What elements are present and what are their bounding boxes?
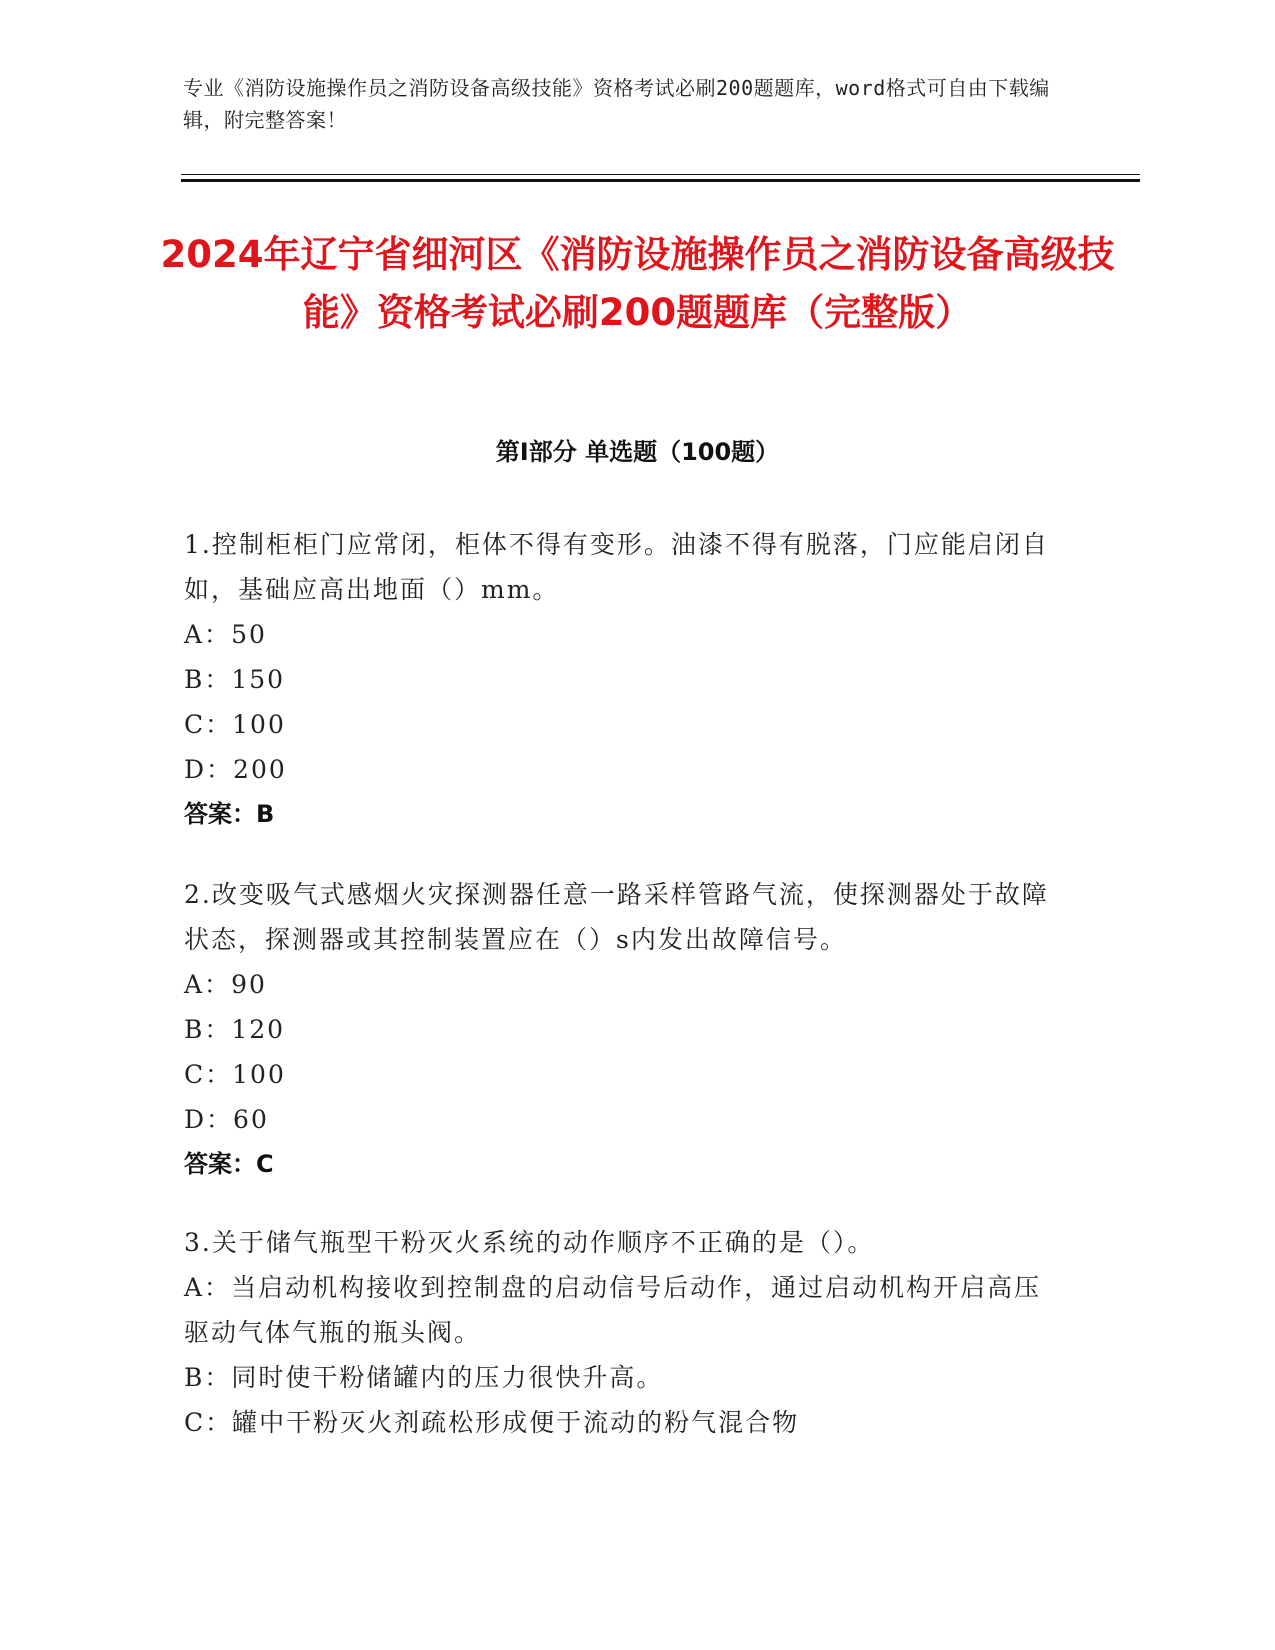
option-letter: B：	[184, 1363, 232, 1392]
option-text: 60	[233, 1105, 269, 1134]
option-letter: C：	[184, 1060, 233, 1089]
option-letter: A：	[184, 620, 232, 649]
option-c	[184, 702, 1064, 747]
option-letter: A：	[184, 1273, 232, 1302]
question-stem: 3.关于储气瓶型干粉灭火系统的动作顺序不正确的是（）。	[184, 1228, 875, 1257]
option-c	[184, 1400, 1064, 1445]
option-letter: D：	[184, 755, 234, 784]
option-text: 100	[232, 1060, 286, 1089]
option-b	[184, 1007, 1064, 1052]
option-text: 100	[232, 710, 286, 739]
header-rule-thick	[181, 179, 1140, 182]
option-a	[184, 612, 1064, 657]
option-d	[184, 747, 1064, 792]
option-text: 150	[231, 665, 286, 694]
option-text: 50	[231, 620, 267, 649]
option-letter: B：	[184, 1015, 232, 1044]
option-text: 当启动机构接收到控制盘的启动信号后动作，通过启动机构开启高压驱动气体气瓶的瓶头阀。	[184, 1273, 1042, 1347]
question-3	[184, 1220, 1064, 1445]
option-b	[184, 657, 1064, 702]
question-2	[184, 872, 1064, 1187]
option-letter: B：	[184, 665, 232, 694]
option-text: 120	[231, 1015, 286, 1044]
option-letter: C：	[184, 1408, 233, 1437]
option-text: 90	[231, 970, 267, 999]
header-rule-thin	[181, 174, 1140, 175]
document-title: 2024年辽宁省细河区《消防设施操作员之消防设备高级技能》资格考试必刷200题题库（完整版）	[160, 233, 1115, 334]
option-b	[184, 1355, 1064, 1400]
header-note: 专业《消防设施操作员之消防设备高级技能》资格考试必刷200题题库，word格式可自由下载编辑，附完整答案！	[183, 76, 1050, 132]
question-stem: 1.控制柜柜门应常闭，柜体不得有变形。油漆不得有脱落，门应能启闭自如，基础应高出地面（）mm。	[184, 530, 1049, 604]
option-a	[184, 1265, 1064, 1355]
option-a	[184, 962, 1064, 1007]
option-d	[184, 1097, 1064, 1142]
question-stem: 2.改变吸气式感烟火灾探测器任意一路采样管路气流，使探测器处于故障状态，探测器或其控制装置应在（）s内发出故障信号。	[184, 880, 1049, 954]
section-heading: 第Ⅰ部分 单选题（100题）	[495, 438, 780, 466]
answer-line: 答案：C	[184, 1150, 274, 1178]
option-text: 200	[233, 755, 287, 784]
answer-line: 答案：B	[184, 800, 275, 828]
option-letter: D：	[184, 1105, 234, 1134]
question-1	[184, 522, 1064, 837]
option-letter: C：	[184, 710, 233, 739]
option-text: 罐中干粉灭火剂疏松形成便于流动的粉气混合物	[232, 1408, 800, 1437]
option-text: 同时使干粉储罐内的压力很快升高。	[231, 1363, 664, 1392]
option-c	[184, 1052, 1064, 1097]
option-letter: A：	[184, 970, 232, 999]
